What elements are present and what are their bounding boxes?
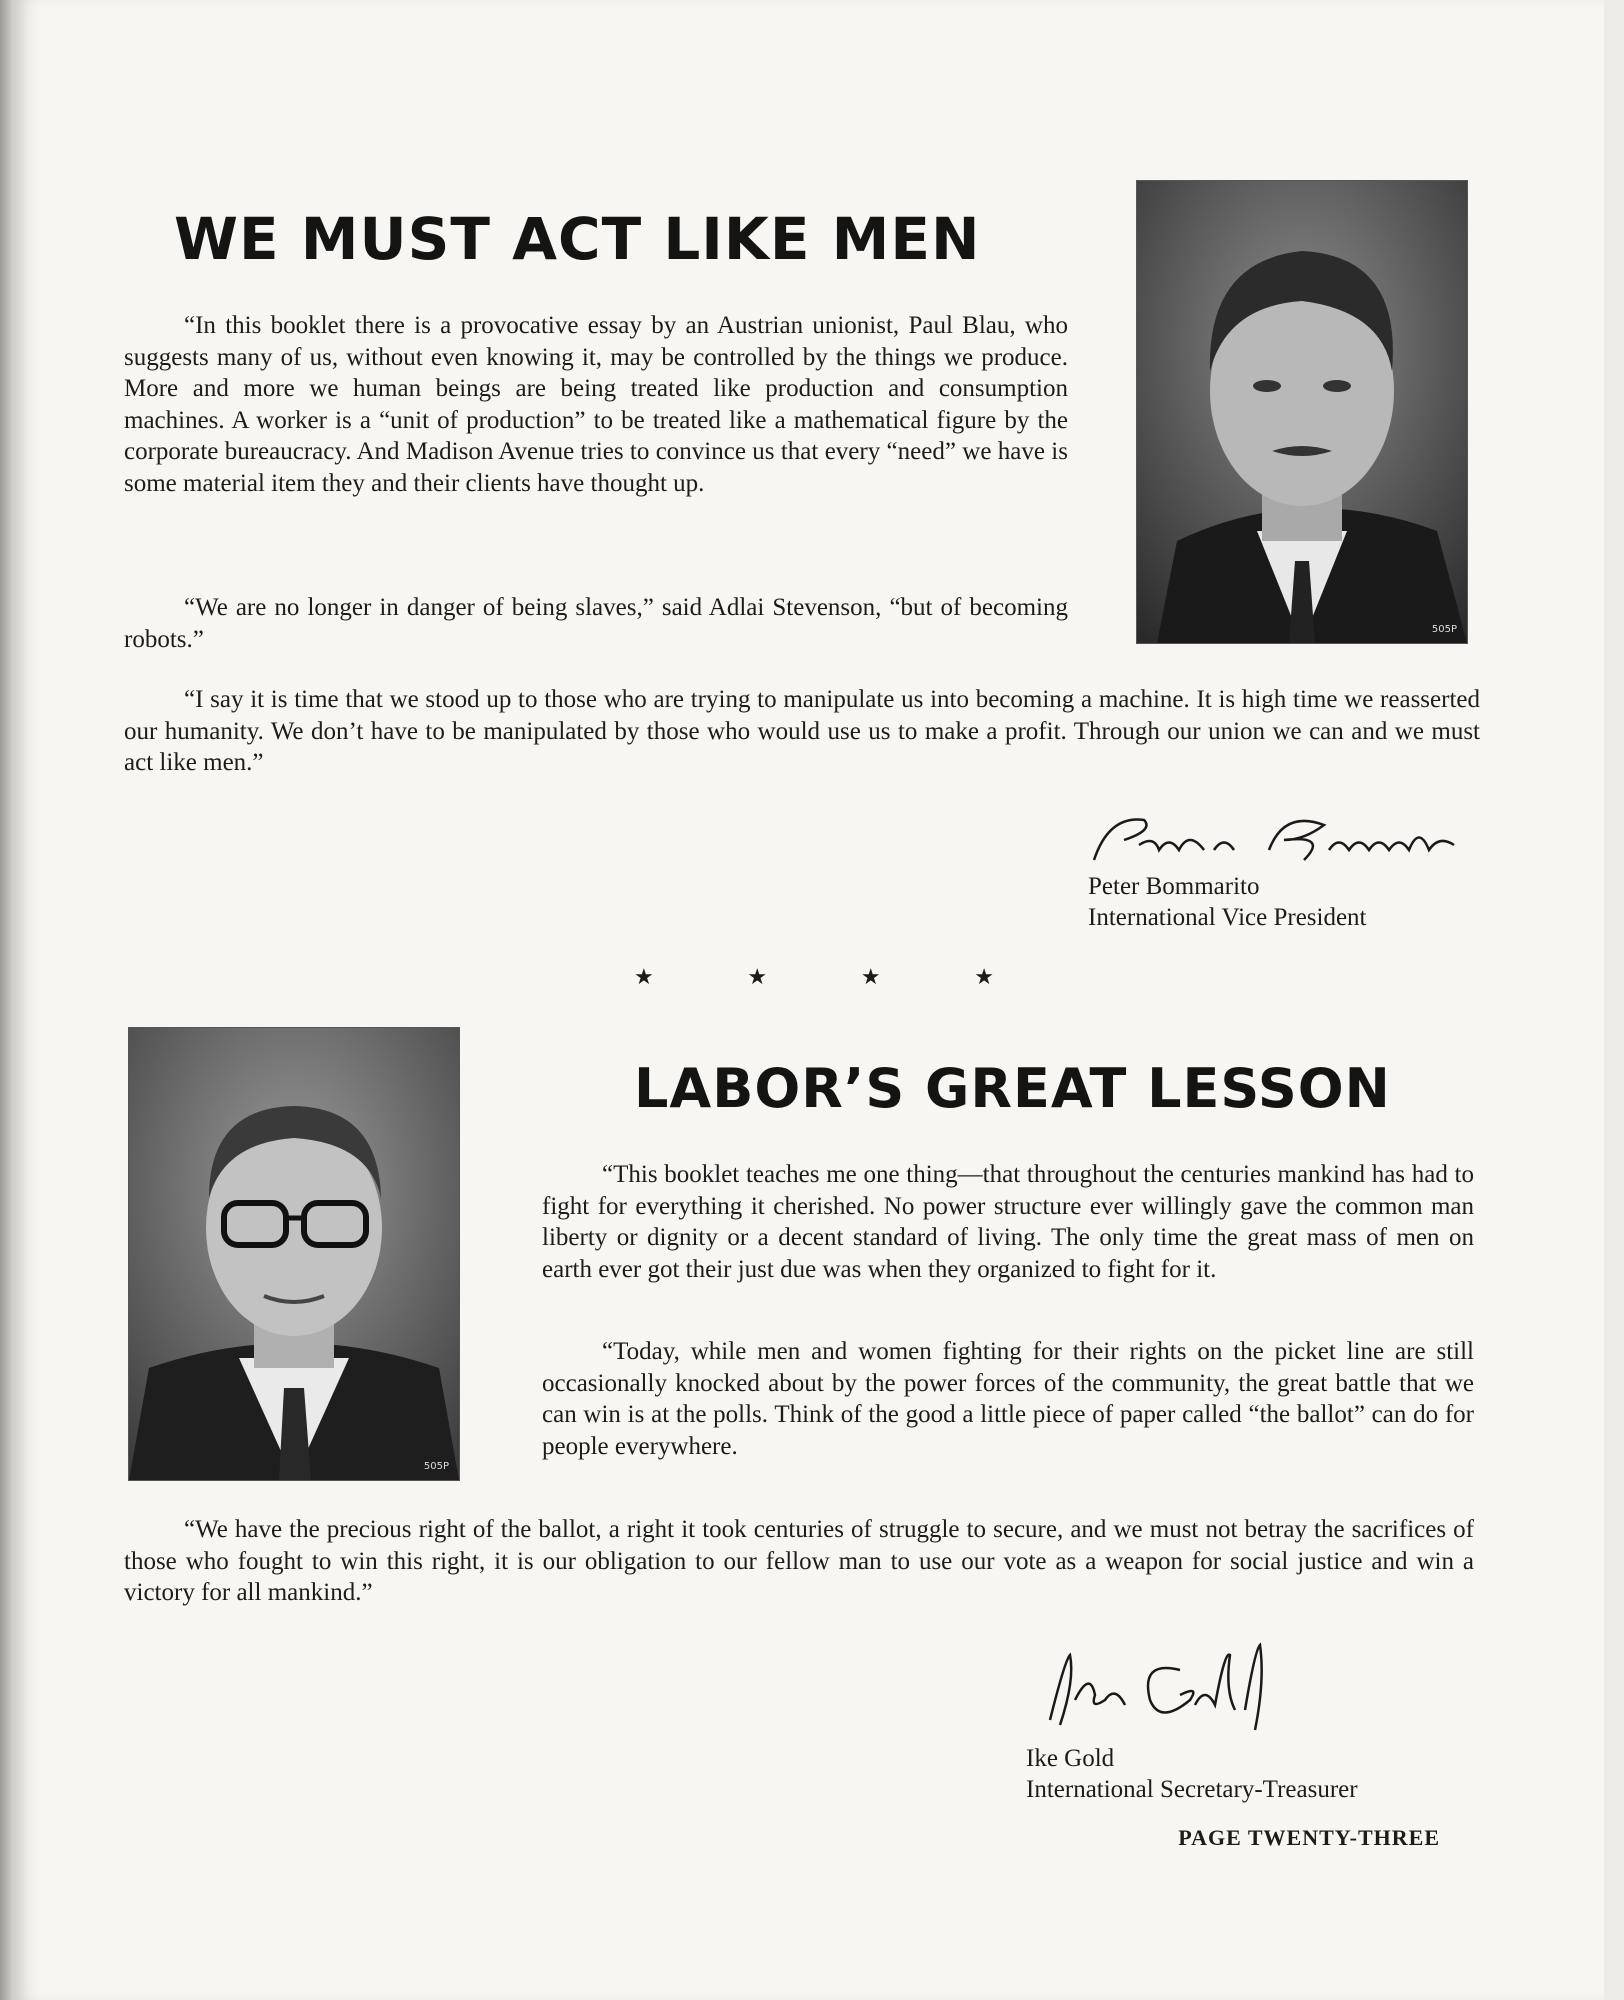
signatory-title-2: International Secretary-Treasurer	[1026, 1776, 1358, 1803]
section1-paragraph-1: “In this booklet there is a provocative essay by an Austrian unionist, Paul Blau, who suggests many of us, without even knowing it, may be controlled by the things we produce. More and more we human beings are being treated like production and consumption machines. A worker is a “unit of production” to be treated like a mathematical figure by the corporate bureaucracy. And Madison Avenue tries to convince us that every “need” we have is some material item they and their clients have thought up.	[124, 312, 1068, 497]
signatory-name-2: Ike Gold	[1026, 1745, 1115, 1772]
section2-heading: LABOR’S GREAT LESSON	[634, 1057, 1391, 1120]
section1-heading: WE MUST ACT LIKE MEN	[174, 205, 981, 273]
section2-paragraph-3: “We have the precious right of the ballot, a right it took centuries of struggle to secure, and we must not betray the sacrifices of those who fought to win this right, it is our obligation to our fellow man to use our vote as a weapon for social justice and win a victory for all mankind.”	[124, 1516, 1474, 1606]
photo-stamp: 505P	[1431, 624, 1457, 635]
page-number: PAGE TWENTY-THREE	[1178, 1825, 1440, 1850]
binding-gutter	[0, 0, 14, 2000]
section2-paragraph-2: “Today, while men and women fighting for their rights on the picket line are still occasionally knocked about by the power forces of the community, the great battle that we can win is at the polls. Think of the good a little piece of paper called “the ballot” can do for people everywhere.	[542, 1338, 1474, 1460]
star-icon: ★	[860, 965, 881, 990]
star-icon: ★	[974, 965, 994, 990]
section1-paragraph-3: “I say it is time that we stood up to those who are trying to manipulate us into becoming a machine. It is high time we reasserted our humanity. We don’t have to be manipulated by those who would use us to make a profit. Through our union we can and we must act like men.”	[124, 686, 1480, 776]
signature-peter-bommarito	[1084, 805, 1474, 875]
portrait-peter-bommarito-image	[1137, 181, 1467, 643]
photo-stamp: 505P	[423, 1461, 449, 1472]
signature-ike-gold	[1030, 1640, 1290, 1740]
section2-paragraph-1: “This booklet teaches me one thing—that throughout the centuries mankind has had to fight for everything it cherished. No power structure ever willingly gave the common man liberty or dignity or a decent standard of living. The only time the great mass of men on earth ever got their just due was when they organized to fight for it.	[542, 1161, 1474, 1283]
star-icon: ★	[747, 965, 768, 990]
signatory-title-1: International Vice President	[1088, 904, 1367, 931]
section1-paragraph-2: “We are no longer in danger of being slaves,” said Adlai Stevenson, “but of becoming robots.”	[124, 594, 1068, 653]
section-divider	[634, 965, 994, 990]
signatory-name-1: Peter Bommarito	[1088, 873, 1260, 900]
portrait-ike-gold-image	[129, 1028, 459, 1480]
booklet-page	[14, 0, 1604, 2000]
portrait-ike-gold	[128, 1027, 460, 1481]
star-icon: ★	[634, 965, 654, 990]
portrait-peter-bommarito	[1136, 180, 1468, 644]
